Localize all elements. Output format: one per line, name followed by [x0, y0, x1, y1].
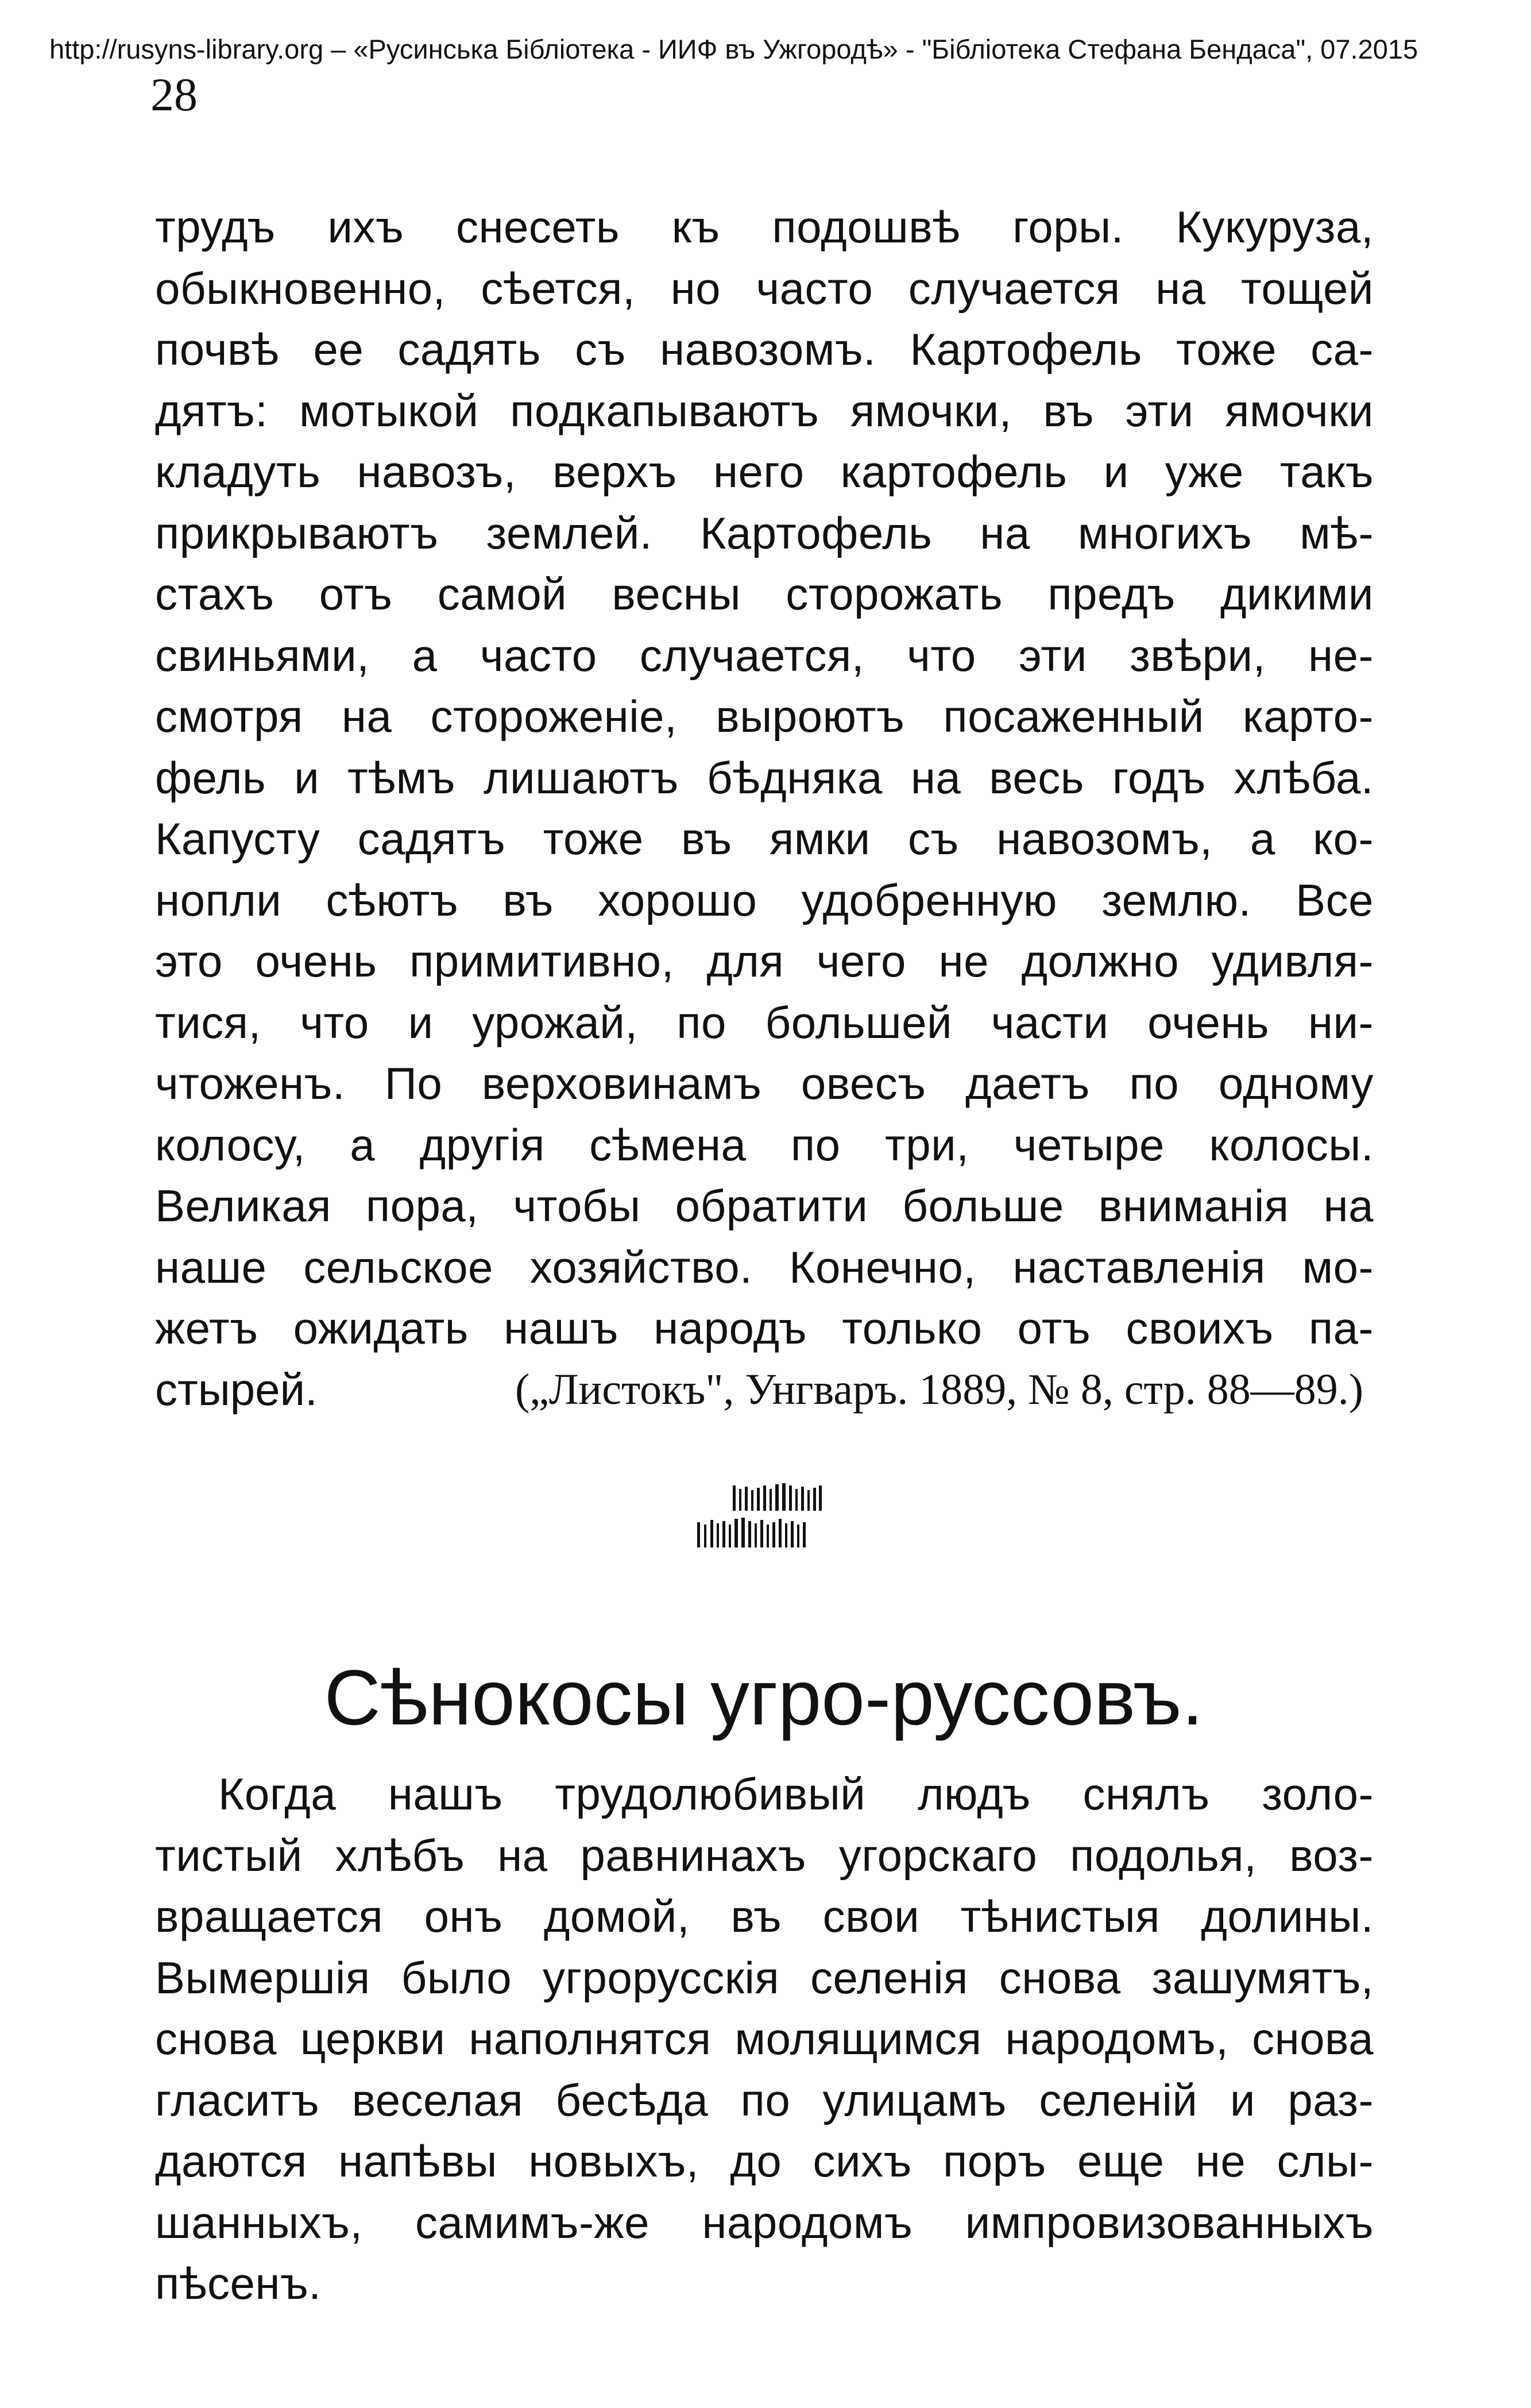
source-citation: („Листокъ", Унгваръ. 1889, № 8, стр. 88—89.): [515, 1365, 1363, 1414]
paragraph-1: [155, 196, 1374, 1420]
paragraph-end-word: стырей.: [155, 1364, 318, 1415]
text-line: колосу, а другія сѣмена по три, четыре колосы.: [155, 1119, 1374, 1170]
text-line: шанныхъ, самимъ-же народомъ импровизованныхъ: [155, 2197, 1374, 2248]
text-line: тистый хлѣбъ на равнинахъ угорскаго подолья, воз-: [155, 1830, 1374, 1881]
text-line: трудъ ихъ снесеть къ подошвѣ горы. Кукуруза,: [155, 202, 1374, 252]
text-line: обыкновенно, сѣется, но часто случается на тощей: [155, 263, 1374, 314]
text-line: гласитъ веселая бесѣда по улицамъ селеній и раз-: [155, 2074, 1374, 2125]
text-line: снова церкви наполнятся молящимся народомъ, снова: [155, 2013, 1374, 2064]
text-line: почвѣ ее садять съ навозомъ. Картофель тоже са-: [155, 324, 1374, 375]
text-line: Вымершія было угрорусскія селенія снова зашумятъ,: [155, 1952, 1374, 2003]
source-url-header: http://rusyns-library.org – «Русинська Бібліотека - ИИФ въ Ужгородѣ» - "Бібліотека Стефана Бендаса", 07.2015: [49, 34, 1418, 64]
text-line: Капусту садятъ тоже въ ямки съ навозомъ, а ко-: [155, 813, 1374, 864]
text-line: кладуть навозъ, верхъ него картофель и уже такъ: [155, 446, 1374, 497]
text-line: даются напѣвы новыхъ, до сихъ поръ еще не слы-: [155, 2136, 1374, 2186]
text-line: жетъ ожидать нашъ народъ только отъ своихъ па-: [155, 1303, 1374, 1353]
text-line: наше сельское хозяйство. Конечно, наставленія мо-: [155, 1241, 1374, 1292]
text-line: тися, что и урожай, по большей части очень ни-: [155, 997, 1374, 1048]
text-line: вращается онъ домой, въ свои тѣнистыя долины.: [155, 1891, 1374, 1942]
section-title: Сѣнокосы угро-руссовъ.: [324, 1654, 1204, 1741]
text-line: стахъ отъ самой весны сторожать предъ дикими: [155, 569, 1374, 619]
text-line: Великая пора, чтобы обратити больше вниманія на: [155, 1180, 1374, 1231]
text-line: фель и тѣмъ лишаютъ бѣдняка на весь годъ хлѣба.: [155, 752, 1374, 803]
text-line: нопли сѣютъ въ хорошо удобренную землю. Все: [155, 874, 1374, 925]
text-line: дятъ: мотыкой подкапываютъ ямочки, въ эти ямочки: [155, 385, 1374, 436]
text-line: это очень примитивно, для чего не должно удивля-: [155, 936, 1374, 986]
text-line: смотря на стороженіе, выроютъ посаженный карто-: [155, 691, 1374, 742]
citation-line: [155, 1359, 1374, 1421]
paragraph-2: [155, 1763, 1374, 2314]
text-line: Когда нашъ трудолюбивый людъ снялъ золо-: [218, 1769, 1374, 1819]
text-line: пѣсенъ.: [155, 2258, 322, 2309]
text-line: чтоженъ. По верховинамъ овесъ даетъ по одному: [155, 1058, 1374, 1109]
text-line: свиньями, а часто случается, что эти звѣри, не-: [155, 630, 1374, 681]
text-line: прикрываютъ землей. Картофель на многихъ мѣ-: [155, 507, 1374, 558]
ornament-divider: [695, 1483, 858, 1552]
page-number: 28: [150, 68, 198, 121]
